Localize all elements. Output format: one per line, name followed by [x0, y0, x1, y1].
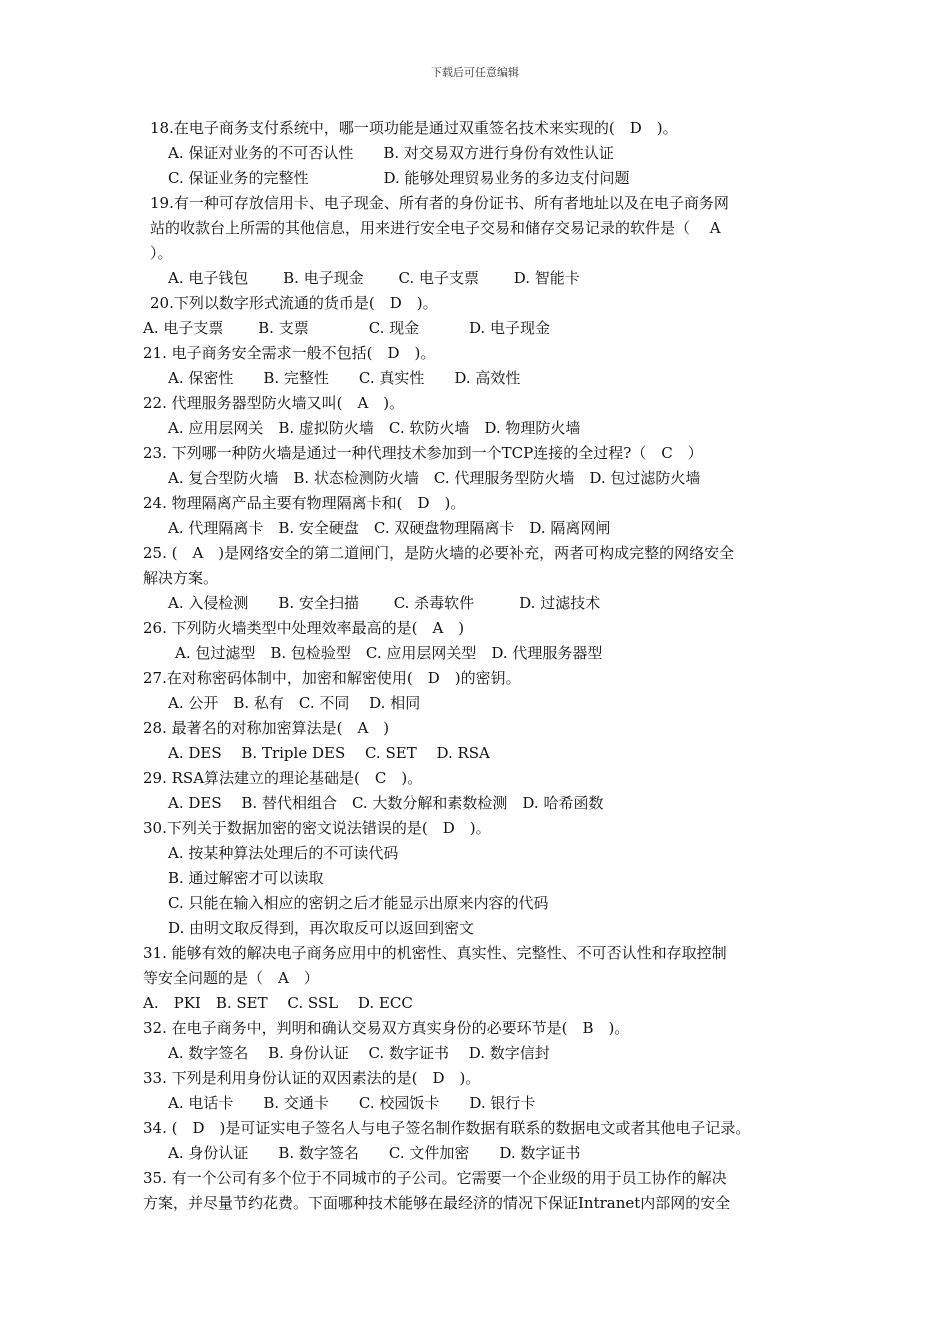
text-line: A. DES B. 替代相组合 C. 大数分解和素数检测 D. 哈希函数 — [168, 794, 604, 812]
text-line: A. 按某种算法处理后的不可读代码 — [168, 844, 399, 862]
text-line: 28. 最著名的对称加密算法是( A ) — [143, 719, 390, 737]
text-line: A. PKI B. SET C. SSL D. ECC — [143, 994, 413, 1012]
text-line: A. 公开 B. 私有 C. 不同 D. 相同 — [168, 694, 421, 712]
text-line: 方案，并尽量节约花费。下面哪种技术能够在最经济的情况下保证Intranet内部网的安全 — [143, 1194, 731, 1212]
text-line: A. 应用层网关 B. 虚拟防火墙 C. 软防火墙 D. 物理防火墙 — [168, 419, 581, 437]
text-line: 35. 有一个公司有多个位于不同城市的子公司。它需要一个企业级的用于员工协作的解决 — [143, 1169, 727, 1187]
text-line: B. 通过解密才可以读取 — [168, 869, 324, 887]
text-line: 33. 下列是利用身份认证的双因素法的是( D )。 — [143, 1069, 481, 1087]
text-line: A. DES B. Triple DES C. SET D. RSA — [168, 744, 490, 762]
text-line: 26. 下列防火墙类型中处理效率最高的是( A ) — [143, 619, 465, 637]
text-line: A. 电子钱包 B. 电子现金 C. 电子支票 D. 智能卡 — [168, 269, 580, 287]
text-line: 34. ( D )是可证实电子签名人与电子签名制作数据有联系的数据电文或者其他电子记录。 — [143, 1119, 751, 1137]
text-line: A. 保密性 B. 完整性 C. 真实性 D. 高效性 — [168, 369, 521, 387]
text-line: 27.在对称密码体制中，加密和解密使用( D )的密钥。 — [143, 669, 521, 687]
text-line: 24. 物理隔离产品主要有物理隔离卡和( D )。 — [143, 494, 466, 512]
text-line: A. 身份认证 B. 数字签名 C. 文件加密 D. 数字证书 — [168, 1144, 581, 1162]
text-line: ）。 — [150, 244, 173, 262]
text-line: 站的收款台上所需的其他信息，用来进行安全电子交易和储存交易记录的软件是（ A — [150, 219, 721, 237]
text-line: 21. 电子商务安全需求一般不包括( D )。 — [143, 344, 436, 362]
text-line: 19.有一种可存放信用卡、电子现金、所有者的身份证书、所有者地址以及在电子商务网 — [150, 194, 729, 212]
text-line: A. 代理隔离卡 B. 安全硬盘 C. 双硬盘物理隔离卡 D. 隔离网闸 — [168, 519, 611, 537]
text-line: A. 保证对业务的不可否认性 B. 对交易双方进行身份有效性认证 — [168, 144, 614, 162]
text-line: A. 复合型防火墙 B. 状态检测防火墙 C. 代理服务型防火墙 D. 包过滤防火墙 — [168, 469, 701, 487]
text-line: 18.在电子商务支付系统中，哪一项功能是通过双重签名技术来实现的( D )。 — [150, 119, 678, 137]
text-line: A. 电子支票 B. 支票 C. 现金 D. 电子现金 — [143, 319, 550, 337]
text-line: 23. 下列哪一种防火墙是通过一种代理技术参加到一个TCP连接的全过程?（ C ） — [143, 444, 703, 462]
text-line: 25. ( A )是网络安全的第二道闸门，是防火墙的必要补充，两者可构成完整的网络安全 — [143, 544, 735, 562]
text-line: A. 数字签名 B. 身份认证 C. 数字证书 D. 数字信封 — [168, 1044, 550, 1062]
text-line: A. 电话卡 B. 交通卡 C. 校园饭卡 D. 银行卡 — [168, 1094, 536, 1112]
text-line: C. 保证业务的完整性 D. 能够处理贸易业务的多边支付问题 — [168, 169, 630, 187]
text-line: 32. 在电子商务中，判明和确认交易双方真实身份的必要环节是( B )。 — [143, 1019, 630, 1037]
text-line: 20.下列以数字形式流通的货币是( D )。 — [150, 294, 438, 312]
text-line: 等安全问题的是（ A ） — [143, 969, 319, 987]
text-line: 31. 能够有效的解决电子商务应用中的机密性、真实性、完整性、不可否认性和存取控制 — [143, 944, 727, 962]
text-line: 29. RSA算法建立的理论基础是( C )。 — [143, 769, 423, 787]
text-line: 22. 代理服务器型防火墙又叫( A )。 — [143, 394, 405, 412]
text-line: 解决方案。 — [143, 569, 219, 587]
page-header: 下载后可任意编辑 — [431, 66, 519, 79]
text-line: 30.下列关于数据加密的密文说法错误的是( D )。 — [143, 819, 491, 837]
text-line: C. 只能在输入相应的密钥之后才能显示出原来内容的代码 — [168, 894, 549, 912]
text-line: A. 包过滤型 B. 包检验型 C. 应用层网关型 D. 代理服务器型 — [175, 644, 603, 662]
text-line: A. 入侵检测 B. 安全扫描 C. 杀毒软件 D. 过滤技术 — [168, 594, 601, 612]
text-line: D. 由明文取反得到，再次取反可以返回到密文 — [168, 919, 475, 937]
